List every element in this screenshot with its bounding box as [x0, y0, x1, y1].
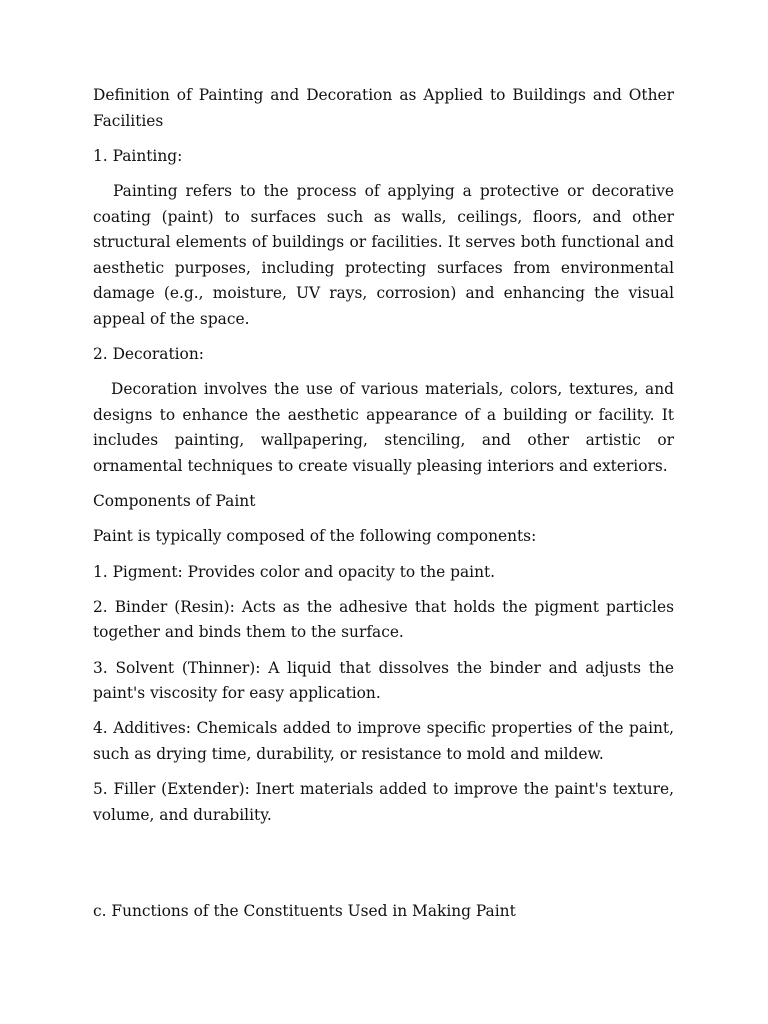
decoration-heading: 2. Decoration:	[93, 344, 204, 363]
document-title: Definition of Painting and Decoration as Applied to Buildings and Other Facilities	[93, 86, 674, 130]
painting-heading: 1. Painting:	[93, 146, 183, 165]
component-item-binder: 2. Binder (Resin): Acts as the adhesive that holds the pigment particles together and binds them to the surface.	[93, 597, 674, 642]
component-item-filler: 5. Filler (Extender): Inert materials added to improve the paint's texture, volume, and durability.	[93, 780, 674, 824]
decoration-paragraph: Decoration involves the use of various materials, colors, textures, and designs to enhance the aesthetic appearance of a building or facility. It includes painting, wallpapering, stenciling, and other artistic or ornamental techniques to create visually pleasing interiors and exteriors.	[93, 380, 674, 475]
component-item-pigment: 1. Pigment: Provides color and opacity to the paint.	[93, 562, 496, 581]
component-item-additives: 4. Additives: Chemicals added to improve specific properties of the paint, such as drying time, durability, or resistance to mold and mildew.	[93, 719, 674, 763]
component-item-solvent: 3. Solvent (Thinner): A liquid that dissolves the binder and adjusts the paint's viscosity for easy application.	[93, 658, 674, 703]
components-heading: Components of Paint	[93, 491, 256, 510]
painting-paragraph: Painting refers to the process of applying a protective or decorative coating (paint) to surfaces such as walls, ceilings, floors, and other structural elements of buildings or facilities. It serves both functional and aesthetic purposes, including protecting surfaces from environmental damage (e.g., moisture, UV rays, corrosion) and enhancing the visual appeal of the space.	[93, 182, 674, 328]
components-intro: Paint is typically composed of the following components:	[93, 527, 537, 546]
document-page	[93, 83, 674, 935]
functions-heading: c. Functions of the Constituents Used in Making Paint	[93, 902, 516, 921]
